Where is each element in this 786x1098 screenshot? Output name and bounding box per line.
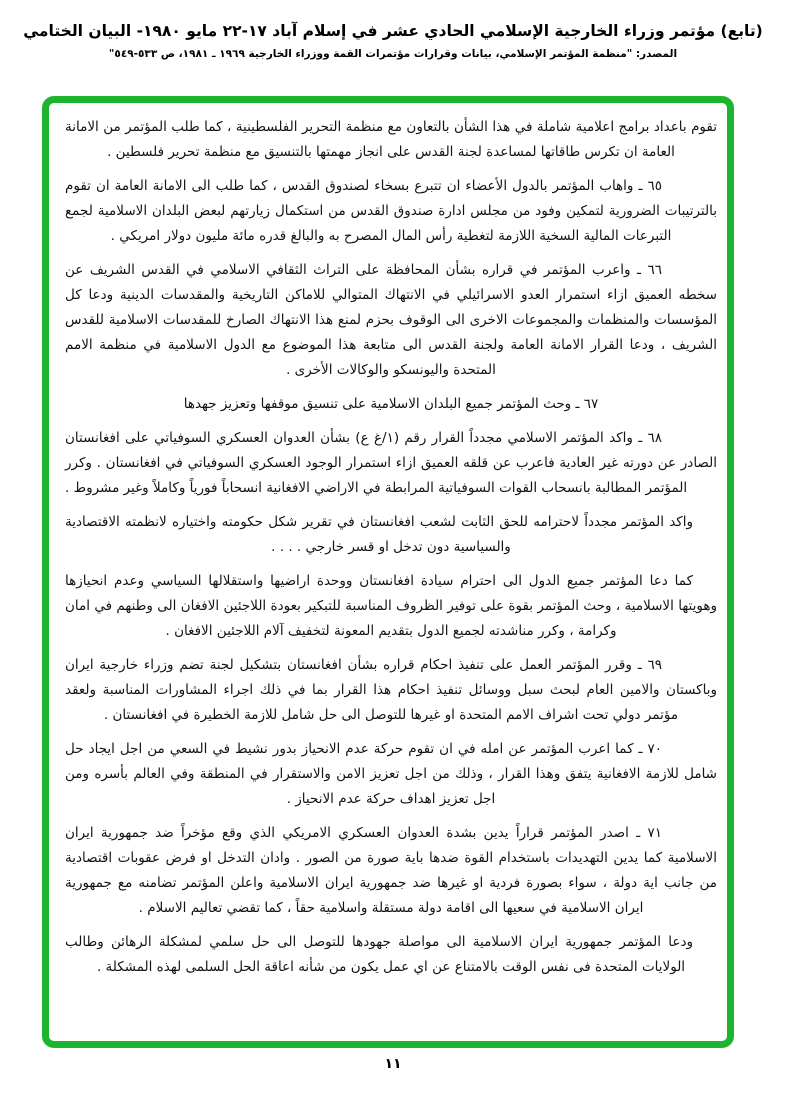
body-paragraph: ٧١ ـ اصدر المؤتمر قراراً يدين بشدة العدوان العسكري الامريكي الذي وقع مؤخراً ضد جمهورية ايران الاسلامية كما يدين التهديدات باستخدام القوة ضدها باية صورة من الصور . وادان التدخل او فرض عقوبات اقتصادية من جانب اية دولة ، سواء بصورة فردية او غيرها ضد جمهورية ايران الاسلامية واعلن المؤتمر تضامنه مع جمهورية ايران الاسلامية في سعيها الى اقامة دولة مستقلة واسلامية حقاً ، كما تقضي تعاليم الاسلام .	[65, 825, 717, 916]
body-paragraph: كما دعا المؤتمر جميع الدول الى احترام سيادة افغانستان ووحدة اراضيها واستقلالها السياسي وعدم انحيازها وهويتها الاسلامية ، وحث المؤتمر بقوة على توفير الظروف المناسبة للتبكير بعودة اللاجئين الافغان الى وطنهم في امان وكرامة ، وكرر مناشدته لجميع الدول بتقديم المعونة لتخفيف آلام اللاجئين الافغان .	[65, 573, 717, 639]
highlight-frame	[42, 96, 734, 1048]
body-paragraph: ٦٨ ـ واكد المؤتمر الاسلامي مجدداً القرار رقم (١/غ ع) بشأن العدوان العسكري السوفياتي على افغانستان الصادر عن دورته غير العادية فاعرب عن قلقه العميق ازاء استمرار الوجود العسكري السوفياتي في افغانستان . وكرر المؤتمر المطالبة بانسحاب القوات السوفياتية المرابطة في الاراضي الافغانية انسحاباً فورياً وكاملاً وغير مشروط .	[65, 430, 717, 496]
body-paragraph: ٧٠ ـ كما اعرب المؤتمر عن امله في ان تقوم حركة عدم الانحياز بدور نشيط في السعي من اجل ايجاد حل شامل للازمة الافغانية يتفق وهذا القرار ، وذلك من اجل تعزيز الامن والاستقرار في المنطقة وفي العالم بأسره ومن اجل تعزيز اهداف حركة عدم الانحياز .	[65, 741, 717, 807]
body-paragraph: تقوم باعداد برامج اعلامية شاملة في هذا الشأن بالتعاون مع منظمة التحرير الفلسطينية ، كما طلب المؤتمر من الامانة العامة ان تكرس طاقاتها لمساعدة لجنة القدس على انجاز مهمتها بالتنسيق مع منظمة تحرير فلسطين .	[65, 119, 717, 160]
body-paragraph: ٦٧ ـ وحث المؤتمر جميع البلدان الاسلامية على تنسيق موقفها وتعزيز جهدها	[183, 396, 599, 412]
body-paragraph: ٦٥ ـ واهاب المؤتمر بالدول الأعضاء ان تتبرع بسخاء لصندوق القدس ، كما طلب الى الامانة العامة ان تقوم بالترتيبات الضرورية لتمكين وفود من مجلس ادارة صندوق القدس من استكمال زيارتهم لبعض البلدان الاسلامية لجمع التبرعات المالية السخية اللازمة لتغطية رأس المال المصرح به والبالغ قدره مائة مليون دولار امريكي .	[65, 178, 717, 244]
body-paragraph: ٦٦ ـ واعرب المؤتمر في قراره بشأن المحافظة على التراث الثقافي الاسلامي في القدس الشريف عن سخطه العميق ازاء استمرار العدو الاسرائيلي في الانتهاك المتوالي للاماكن التاريخية والمقدسات الدينية ودعا كل المؤسسات والمنظمات والمجموعات الاخرى الى الوقوف بحزم لمنع هذا الانتهاك الصارخ للمقدسات الاسلامية للقدس الشريف ، ودعا القرار الامانة العامة ولجنة القدس الى متابعة هذا الموضوع مع الدول الاسلامية في منظمة الامم المتحدة واليونسكو والوكالات الأخرى .	[65, 262, 717, 378]
page-number: ١١	[384, 1056, 402, 1072]
document-title: (تابع) مؤتمر وزراء الخارجية الإسلامي الحادي عشر في إسلام آباد ١٧-٢٢ مايو ١٩٨٠- البيان الختامي	[23, 22, 763, 40]
body-paragraph: ٦٩ ـ وقرر المؤتمر العمل على تنفيذ احكام قراره بشأن افغانستان بتشكيل لجنة تضم وزراء خارجية ايران وباكستان والامين العام لبحث سبل ووسائل تنفيذ احكام هذا القرار بما في ذلك اجراء المشاورات المناسبة ولعقد مؤتمر دولي تحت اشراف الامم المتحدة او غيرها للتوصل الى حل شامل للازمة الخطيرة في افغانستان .	[65, 657, 717, 723]
document-header	[0, 22, 786, 60]
body-paragraph: ودعا المؤتمر جمهورية ايران الاسلامية الى مواصلة جهودها للتوصل الى حل سلمي لمشكلة الرهائن وطالب الولايات المتحدة فى نفس الوقت بالامتناع عن اي عمل يكون من شأنه اعاقة الحل السلمى لهذه المشكلة .	[65, 934, 693, 975]
body-paragraph: واكد المؤتمر مجدداً لاحترامه للحق الثابت لشعب افغانستان في تقرير شكل حكومته واختياره لانظمته الاقتصادية والسياسية دون تدخل او قسر خارجي . . . .	[65, 514, 693, 555]
document-source-line: المصدر: "منظمة المؤتمر الإسلامي، بيانات وقرارات مؤتمرات القمة ووزراء الخارجية ١٩٦٩ ـ ١٩٨١، ص ٥٣٣-٥٤٩"	[108, 48, 678, 60]
